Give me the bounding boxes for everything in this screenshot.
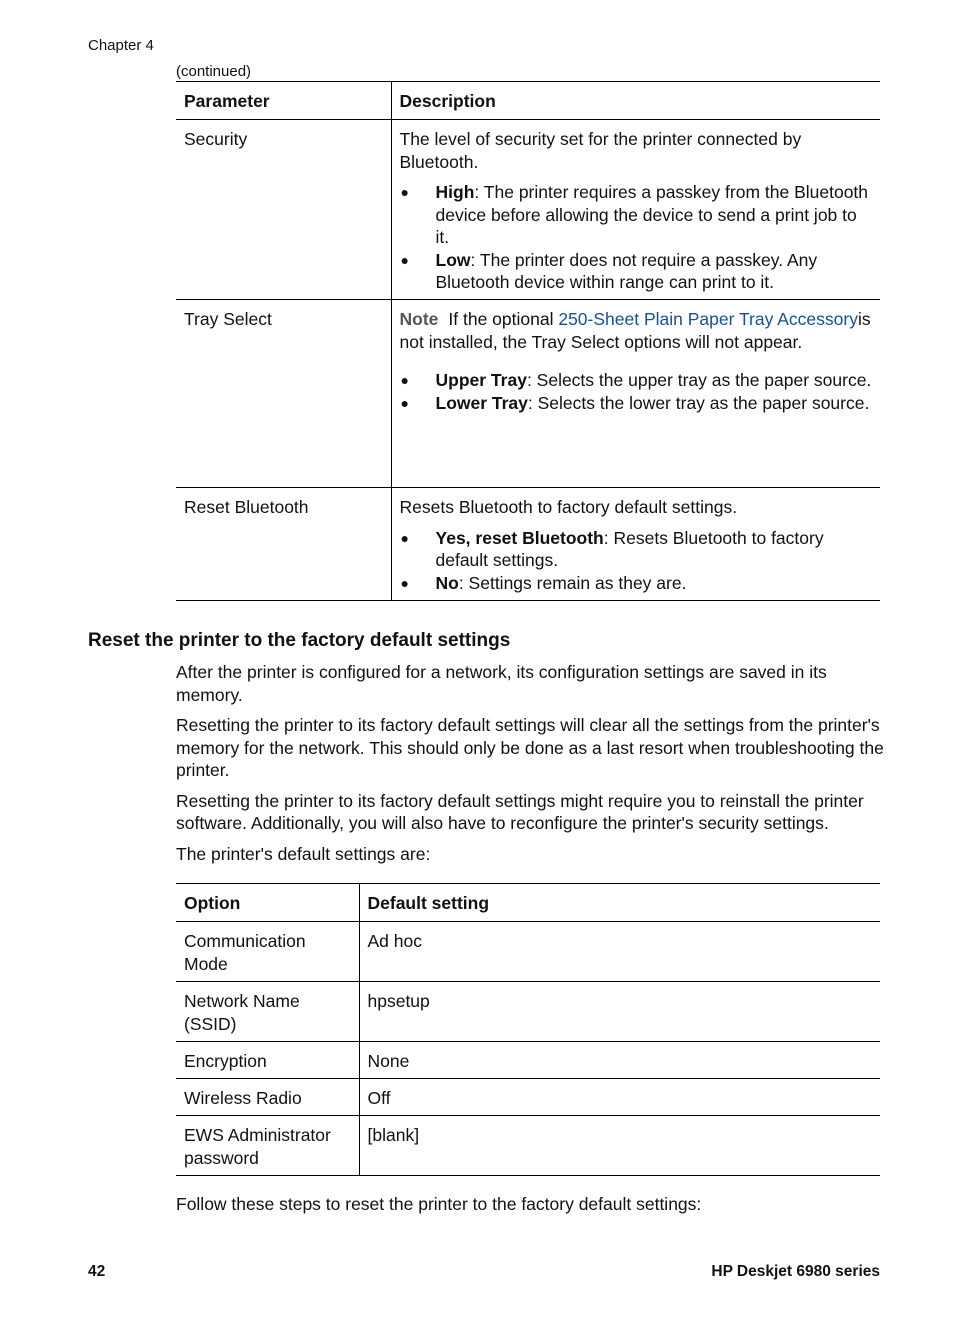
note-post: is not installed, the Tray Select options will not appear. <box>399 309 871 352</box>
bullet-icon: ● <box>400 529 409 546</box>
desc-security <box>391 120 880 300</box>
option-cell: Communication Mode <box>176 922 359 982</box>
option-term: Low <box>435 249 471 270</box>
option-cell: Network Name (SSID) <box>176 982 359 1042</box>
tray-accessory-link[interactable]: 250-Sheet Plain Paper Tray Accessory <box>558 309 858 329</box>
chapter-label: Chapter 4 <box>88 37 154 54</box>
param-reset-bluetooth: Reset Bluetooth <box>176 488 391 601</box>
desc-reset-bluetooth <box>391 488 880 601</box>
option-term: Upper Tray <box>435 370 527 390</box>
param-security: Security <box>176 120 391 300</box>
bullet-icon: ● <box>400 251 409 268</box>
list-item <box>400 392 873 415</box>
reset-description: Resets Bluetooth to factory default settings. <box>399 497 738 517</box>
column-header-option: Option <box>176 884 359 922</box>
desc-tray-select <box>391 300 880 488</box>
option-term: No <box>435 572 459 593</box>
bullet-icon: ● <box>400 184 409 200</box>
page-number: 42 <box>88 1263 106 1280</box>
list-item <box>400 527 873 572</box>
paragraph-4: The printer's default settings are: <box>176 843 431 864</box>
section-body <box>176 661 886 873</box>
option-text: : The printer requires a passkey from the Bluetooth device before allowing the device to send a print job to it. <box>435 182 869 247</box>
paragraph-1: After the printer is configured for a network, its configuration settings are saved in its memory. <box>176 662 827 705</box>
section-heading: Reset the printer to the factory default settings <box>88 630 511 651</box>
value-cell: Ad hoc <box>367 931 422 951</box>
value-cell: [blank] <box>367 1125 420 1145</box>
option-text: : Resets Bluetooth to factory default settings. <box>435 527 824 570</box>
option-cell: Wireless Radio <box>176 1079 359 1116</box>
tray-note <box>400 308 873 353</box>
steps-intro: Follow these steps to reset the printer to the factory default settings: <box>176 1194 702 1214</box>
product-name: HP Deskjet 6980 series <box>711 1263 880 1280</box>
continued-label: (continued) <box>176 63 252 80</box>
column-header-parameter: Parameter <box>176 82 391 120</box>
option-term: High <box>435 182 475 202</box>
security-description: The level of security set for the printer connected by Bluetooth. <box>399 129 802 172</box>
paragraph-2: Resetting the printer to its factory default settings will clear all the settings from the printer's memory for the network. This should only be done as a last resort when troubleshooting the printer. <box>176 715 884 780</box>
security-options-list <box>400 181 873 294</box>
table-header-row <box>176 82 880 120</box>
param-tray-select: Tray Select <box>176 300 391 488</box>
bullet-icon: ● <box>400 394 409 411</box>
option-term: Yes, reset Bluetooth <box>435 527 604 548</box>
list-item <box>400 181 873 249</box>
tray-options-list <box>400 369 873 414</box>
table-row <box>176 1116 880 1176</box>
option-cell: Encryption <box>176 1042 359 1079</box>
option-text: : Selects the upper tray as the paper source. <box>526 370 872 390</box>
option-text: : The printer does not require a passkey. Any Bluetooth device within range can print to it. <box>435 249 818 292</box>
option-text: : Settings remain as they are. <box>458 572 687 593</box>
default-settings-table <box>176 883 880 1176</box>
bluetooth-parameters-table <box>176 81 880 601</box>
table-row-security <box>176 120 880 300</box>
list-item <box>400 249 873 294</box>
value-cell: Off <box>367 1088 391 1108</box>
table-row <box>176 1042 880 1079</box>
list-item <box>400 369 873 392</box>
paragraph-3: Resetting the printer to its factory default settings might require you to reinstall the printer software. Additionally, you will also have to reconfigure the printer's security settings. <box>176 790 864 833</box>
value-cell: None <box>367 1051 410 1071</box>
note-pre: If the optional <box>448 309 559 329</box>
note-label: Note <box>399 309 439 329</box>
table-row <box>176 1079 880 1116</box>
value-cell: hpsetup <box>367 991 430 1011</box>
table-row <box>176 922 880 982</box>
reset-options-list <box>400 527 873 595</box>
bullet-icon: ● <box>400 372 409 388</box>
column-header-description: Description <box>399 91 496 111</box>
table-row <box>176 982 880 1042</box>
option-term: Lower Tray <box>435 392 528 413</box>
table-row-reset-bluetooth <box>176 488 880 601</box>
table-header-row <box>176 884 880 922</box>
option-text: : Selects the lower tray as the paper source. <box>527 392 870 413</box>
option-cell: EWS Administrator password <box>176 1116 359 1176</box>
list-item <box>400 572 873 595</box>
bullet-icon: ● <box>400 574 409 591</box>
table-row-tray-select <box>176 300 880 488</box>
column-header-default: Default setting <box>367 893 490 913</box>
